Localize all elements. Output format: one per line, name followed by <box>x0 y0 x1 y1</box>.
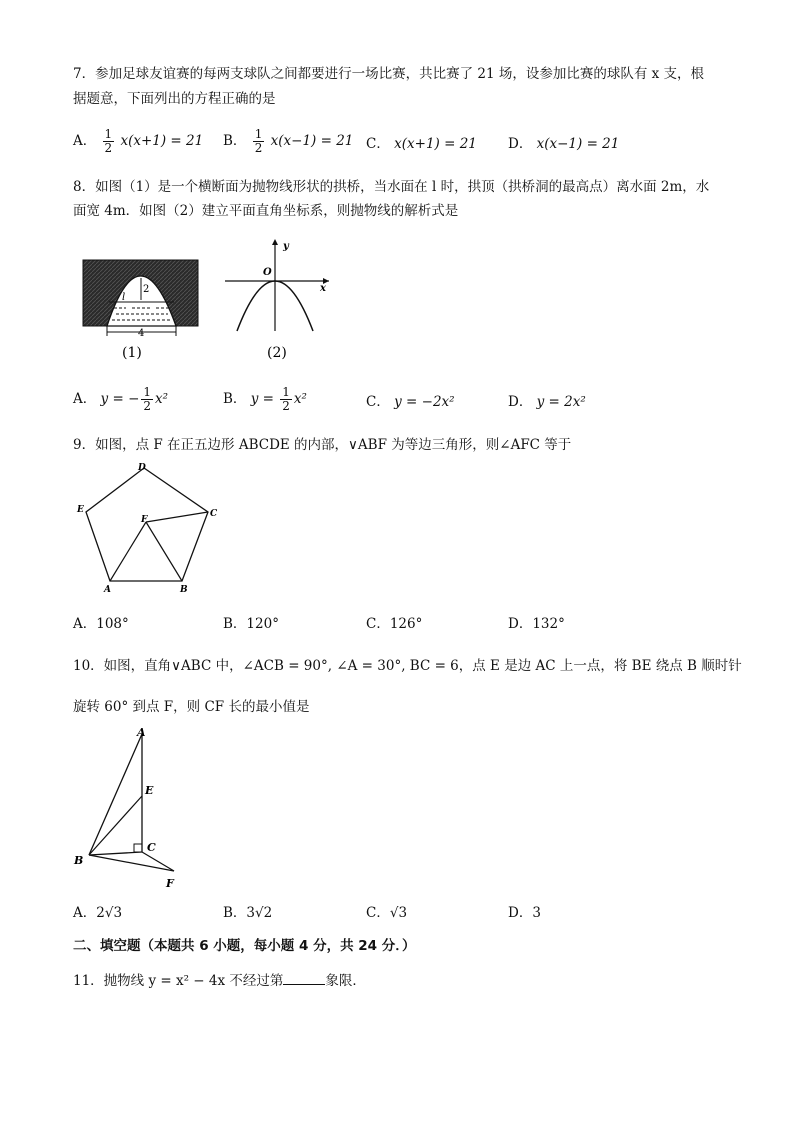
option-label: C． <box>366 905 390 921</box>
vertex-label-e: E <box>77 505 84 515</box>
q10-option-c[interactable] <box>366 903 407 923</box>
option-expr: x(x−1) = 21 <box>270 133 354 149</box>
q8-stem-line2: 面宽 4m．如图（2）建立平面直角坐标系，则抛物线的解析式是 <box>73 203 459 219</box>
q11-stem-post: 象限． <box>325 973 366 989</box>
figure-caption-1: (1) <box>122 345 142 361</box>
option-label: B． <box>223 391 247 407</box>
option-expr: 3 <box>532 905 541 921</box>
option-label: D． <box>508 616 533 632</box>
q7-stem-line1: 7．参加足球友谊赛的每两支球队之间都要进行一场比赛，共比赛了 21 场，设参加比赛的球队有 x 支，根 <box>73 66 705 82</box>
frac-num: 1 <box>143 385 152 399</box>
water-level-label: l <box>122 292 126 303</box>
q10-option-b[interactable] <box>223 903 272 923</box>
frac-den: 2 <box>104 141 113 155</box>
option-expr: y = −2x² <box>394 394 455 410</box>
width-label: 4 <box>138 328 145 339</box>
q9-option-a[interactable] <box>73 614 129 634</box>
option-label: B． <box>223 616 247 632</box>
frac-den: 2 <box>143 399 152 413</box>
frac-den: 2 <box>254 141 263 155</box>
q7-option-a[interactable] <box>73 128 203 155</box>
q10-option-a[interactable] <box>73 903 122 923</box>
q7-option-c[interactable] <box>366 134 477 154</box>
option-expr: y = 2x² <box>536 394 586 410</box>
option-expr-pre: y = − <box>100 391 140 407</box>
option-label: B． <box>223 905 247 921</box>
q8-option-d[interactable] <box>508 392 586 412</box>
option-expr: x(x+1) = 21 <box>394 136 477 152</box>
option-expr: 108° <box>96 616 129 632</box>
q8-option-a[interactable] <box>73 386 168 413</box>
q8-figure-2-coordinate-parabola <box>225 235 340 370</box>
q10-stem-line2: 旋转 60° 到点 F，则 CF 长的最小值是 <box>73 699 310 715</box>
answer-blank[interactable] <box>283 970 325 985</box>
fraction <box>141 386 153 413</box>
y-axis-label: y <box>283 241 289 252</box>
option-label: D． <box>508 136 533 152</box>
option-expr: x(x−1) = 21 <box>536 136 620 152</box>
vertex-label-b: B <box>180 585 188 595</box>
fraction <box>280 386 292 413</box>
option-label: C． <box>366 616 390 632</box>
q8-stem-line1: 8．如图（1）是一个横断面为抛物线形状的拱桥，当水面在 l 时，拱顶（拱桥洞的最高点）离水面 2m，水 <box>73 179 710 195</box>
q10-option-d[interactable] <box>508 903 541 923</box>
frac-num: 1 <box>254 127 263 141</box>
fraction <box>103 128 115 155</box>
q9-option-b[interactable] <box>223 614 279 634</box>
q7-option-b[interactable] <box>223 128 353 155</box>
option-expr: 2√3 <box>96 905 123 921</box>
vertex-label-f: F <box>141 515 148 525</box>
option-label: C． <box>366 394 390 410</box>
option-expr: √3 <box>389 905 408 921</box>
vertex-label-c: C <box>210 509 218 519</box>
option-label: C． <box>366 136 390 152</box>
option-expr-post: x² <box>293 391 307 407</box>
vertex-label-c: C <box>147 841 156 854</box>
option-label: B． <box>223 133 247 149</box>
option-expr: 3√2 <box>246 905 273 921</box>
figure-caption-2: (2) <box>267 345 287 361</box>
q10-figure-right-triangle <box>70 724 190 894</box>
frac-num: 1 <box>282 385 290 399</box>
vertex-label-d: D <box>138 463 146 473</box>
vertex-label-e: E <box>145 784 154 797</box>
q9-option-d[interactable] <box>508 614 565 634</box>
option-label: A． <box>73 905 97 921</box>
option-label: D． <box>508 394 533 410</box>
option-expr-pre: y = <box>250 391 279 407</box>
q11-stem-pre: 11．抛物线 y = x² − 4x 不经过第 <box>73 973 284 989</box>
option-expr-post: x² <box>155 391 169 407</box>
vertex-label-a: A <box>137 726 146 739</box>
x-axis-label: x <box>320 283 326 294</box>
option-label: A． <box>73 616 97 632</box>
q9-option-c[interactable] <box>366 614 422 634</box>
q7-option-d[interactable] <box>508 134 619 154</box>
q8-option-c[interactable] <box>366 392 455 412</box>
q7-stem-line2: 据题意，下面列出的方程正确的是 <box>73 91 276 107</box>
option-expr: 120° <box>246 616 279 632</box>
q8-figure-1-arch-bridge <box>80 240 220 370</box>
vertex-label-b: B <box>74 854 84 867</box>
origin-label: O <box>263 267 272 278</box>
option-label: D． <box>508 905 533 921</box>
option-expr: 132° <box>532 616 565 632</box>
q10-stem-line1: 10．如图，直角∨ABC 中，∠ACB = 90°, ∠A = 30°, BC = 6，点 E 是边 AC 上一点，将 BE 绕点 B 顺时针 <box>73 658 742 674</box>
height-label: 2 <box>143 284 150 295</box>
q9-stem: 9．如图，点 F 在正五边形 ABCDE 的内部，∨ABF 为等边三角形，则∠AFC 等于 <box>73 437 572 453</box>
option-expr: x(x+1) = 21 <box>120 133 204 149</box>
fraction <box>253 128 265 155</box>
section-title: 二、填空题（本题共 6 小题，每小题 4 分，共 24 分．） <box>73 938 416 954</box>
frac-num: 1 <box>104 127 113 141</box>
q11-stem <box>73 970 366 991</box>
option-label: A． <box>73 391 97 407</box>
frac-den: 2 <box>282 399 290 413</box>
vertex-label-a: A <box>104 585 111 595</box>
q8-option-b[interactable] <box>223 386 307 413</box>
option-expr: 126° <box>389 616 423 632</box>
option-label: A． <box>73 133 97 149</box>
q9-figure-pentagon <box>74 458 224 598</box>
vertex-label-f: F <box>166 877 174 890</box>
